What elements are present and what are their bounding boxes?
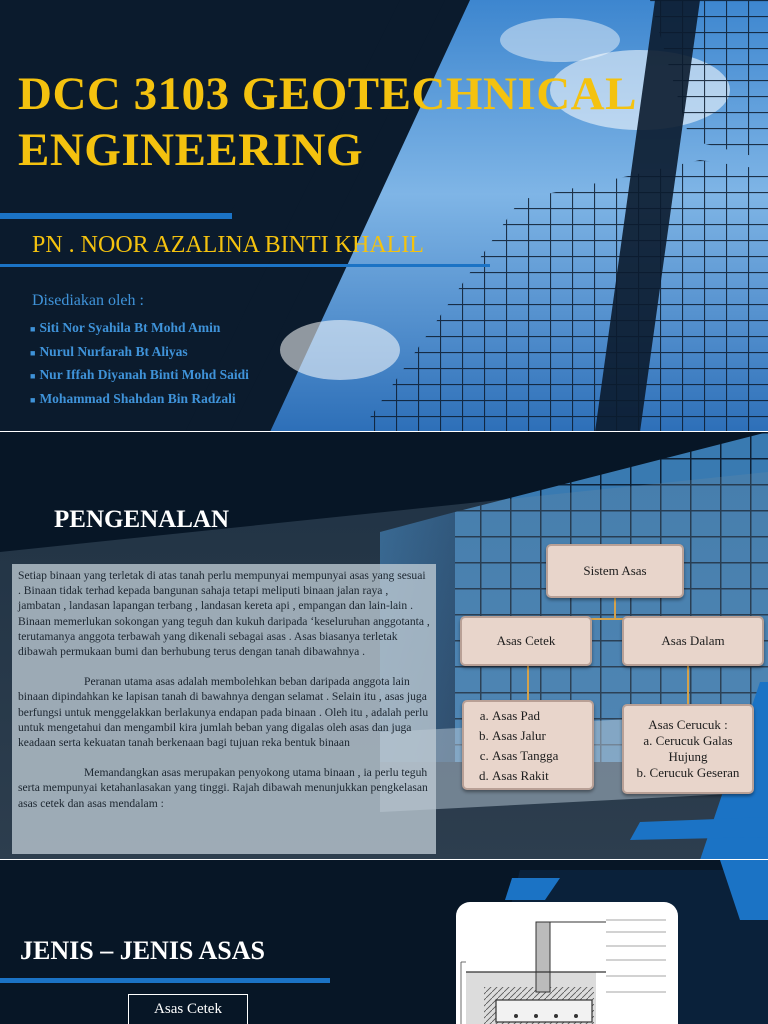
presenter-name: PN . NOOR AZALINA BINTI KHALIL [32,232,424,258]
author-item: ■ Siti Nor Syahila Bt Mohd Amin [30,320,221,335]
pile-title: Asas Cerucuk : [648,717,728,732]
list-item: d. Asas Rakit [492,766,592,786]
connector-line [527,666,529,700]
footing-section-drawing [456,902,678,1024]
pile-item: a. Cerucuk Galas Hujung [643,733,733,764]
list-item: a. Asas Pad [492,706,592,726]
intro-paragraph: Setiap binaan yang terletak di atas tanah perlu mempunyai mempunyai asas yang sesuai . Binaan tidak terhad kepada bangunan sahaja tetapi meliputi binaan jalan raya , jambatan , landasan lapangan terbang , landasan kereta api , empangan dan lain-lain . Binaan memerlukan sokongan yang teguh dan kukuh daripada ‘keseluruhan anggotanta , terutamanya anggota terbawah yang dikenali sebagai asas . Asas biasanya terletak dibawah permukaan bumi dan berhubung terus dengan tanah dibawahnya . [18,569,430,659]
diagram-root-box: Sistem Asas [546,544,684,598]
presenter-underline-bar [0,264,490,267]
title-underline-bar [0,213,232,219]
prepared-by-label: Disediakan oleh : [32,292,144,309]
list-item: b. Asas Jalur [492,726,592,746]
title-slide [0,0,768,432]
author-item: ■ Nurul Nurfarah Bt Aliyas [30,343,188,359]
author-list [30,316,249,410]
section-heading: JENIS – JENIS ASAS [20,936,265,965]
introduction-text-block [12,564,436,854]
footing-drawing-image [456,902,678,1024]
pile-types-box [622,704,754,794]
connector-line [687,666,689,704]
title-line-1: DCC 3103 GEOTECHNICAL [18,68,637,120]
intro-paragraph: Peranan utama asas adalah membolehkan beban daripada anggota lain binaan dipindahkan ke lapisan tanah di bawahnya dengan selamat . Selain itu , asas juga berfungsi untuk menggelakkan berlakunya endapan pada binaan . Oleh itu , adalah perlu untuk mengetahui dan mengambil kira jumlah beban yang digalas oleh asas dan juga keadaan serta kekuatan tanah berkenaan bagi tujuan reka bentuk binaan [18,675,429,750]
diagram-shallow-box: Asas Cetek [460,616,592,666]
author-item: ■ Mohammad Shahdan Bin Radzali [30,390,236,406]
diagram-deep-box: Asas Dalam [622,616,764,666]
section-heading: PENGENALAN [54,506,230,533]
presentation-title [18,66,637,178]
title-line-2: ENGINEERING [18,124,364,176]
bullet-icon: ■ [30,347,36,358]
list-item: c. Asas Tangga [492,746,592,766]
shallow-types-list [462,700,594,790]
bullet-icon: ■ [30,394,36,405]
connector-line [614,598,616,618]
author-item: ■ Nur Iffah Diyanah Binti Mohd Saidi [30,367,249,382]
introduction-slide [0,432,768,860]
bullet-icon: ■ [30,371,36,381]
pile-item: b. Cerucuk Geseran [636,765,740,780]
intro-paragraph: Memandangkan asas merupakan penyokong utama binaan , ia perlu teguh serta mempunyai ketahanlasakan yang tinggi. Rajah dibawah menunjukkan pengkelasan asas cetek dan asas mendalam : [18,766,428,810]
shallow-foundation-tag: Asas Cetek [128,994,248,1024]
foundation-types-slide [0,860,768,1024]
bullet-icon: ■ [30,324,36,334]
